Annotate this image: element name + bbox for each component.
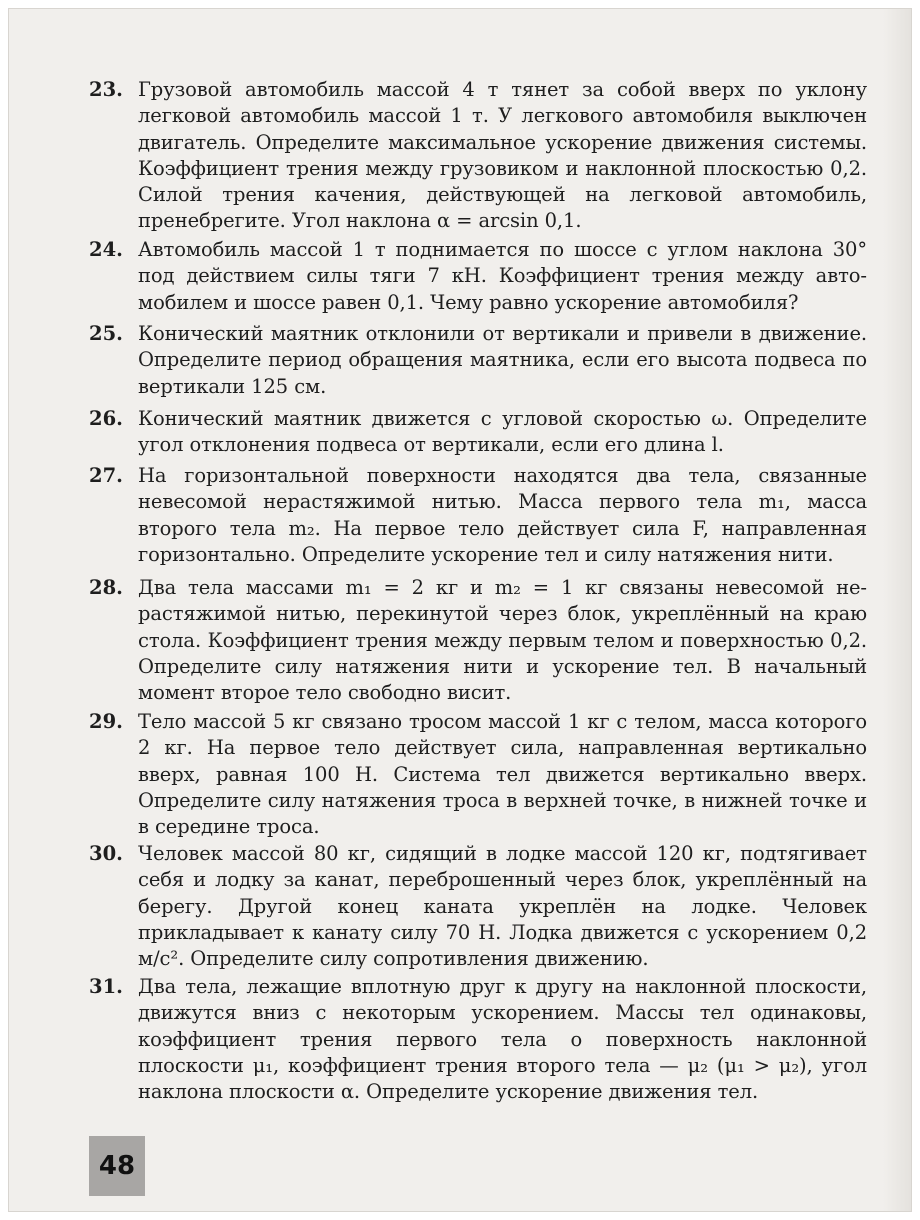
problem-number: 25.	[89, 322, 123, 345]
problem-text: Человек массой 80 кг, сидящий в лодке массой 120 кг, подтягивает себя и лодку за канат, переброшенный через блок, укреплённый на берегу. Другой конец каната укреплён на лодке. Человек прикладывает к канату силу 70 Н. Лодка движется с ускорением 0,2 м/с². Определите силу сопротивления движению.	[138, 842, 867, 971]
problem-text: Конический маятник движется с угловой скоростью ω. Определите угол отклонения подвеса от вертикали, если его длина l.	[138, 407, 867, 457]
problem-23	[89, 77, 867, 235]
problem-26	[89, 406, 867, 459]
problem-text: Тело массой 5 кг связано тросом массой 1 кг с телом, масса которого 2 кг. На первое тело действует сила, направленная вертикально вверх, равная 100 Н. Система тел движется вертикально вверх. Определите силу натяжения троса в верхней точке, в нижней точке и в середине троса.	[138, 710, 867, 839]
problem-number: 26.	[89, 407, 123, 430]
page-edge-shadow	[883, 9, 911, 1211]
problem-number: 28.	[89, 576, 123, 599]
problem-29	[89, 709, 867, 840]
problem-31	[89, 974, 867, 1105]
problem-text: Автомобиль массой 1 т поднимается по шоссе с углом наклона 30° под действием силы тяги 7 кН. Коэффициент трения между автомобилем и шоссе равен 0,1. Чему равно ускорение автомобиля?	[138, 238, 867, 314]
problem-number: 27.	[89, 464, 123, 487]
problem-text: На горизонтальной поверхности находятся два тела, связанные невесомой нерастяжимой нитью. Масса первого тела m₁, масса второго тела m₂. На первое тело действует сила F, направленная горизонтально. Определите ускорение тел и силу натяжения нити.	[138, 464, 867, 566]
problem-28	[89, 575, 867, 706]
problem-30	[89, 841, 867, 972]
page-number: 48	[89, 1136, 145, 1196]
problem-text: Грузовой автомобиль массой 4 т тянет за собой вверх по уклону легковой автомобиль массой 1 т. У легкового автомобиля выключен двигатель. Определите максимальное ускорение движения системы. Коэффициент трения между грузовиком и наклонной плоскостью 0,2. Силой трения качения, действующей на легковой автомобиль, пренебрегите. Угол наклона α = arcsin 0,1.	[138, 78, 867, 233]
problem-number: 23.	[89, 78, 123, 101]
book-page	[8, 8, 912, 1212]
problem-number: 24.	[89, 238, 123, 261]
problem-25	[89, 321, 867, 400]
problem-number: 31.	[89, 975, 123, 998]
problem-27	[89, 463, 867, 568]
problem-text: Два тела массами m₁ = 2 кг и m₂ = 1 кг связаны невесомой нерастяжимой нитью, перекинутой через блок, укреплённый на краю стола. Коэффициент трения между первым телом и поверхностью 0,2. Определите силу натяжения нити и ускорение тел. В начальный момент второе тело свободно висит.	[138, 576, 867, 705]
problem-24	[89, 237, 867, 316]
problem-text: Два тела, лежащие вплотную друг к другу на наклонной плоскости, движутся вниз с некоторым ускорением. Массы тел одинаковы, коэффициент трения первого тела о поверхность наклонной плоскости μ₁, коэффициент трения второго тела — μ₂ (μ₁ > μ₂), угол наклона плоскости α. Определите ускорение движения тел.	[138, 975, 867, 1104]
problem-number: 29.	[89, 710, 123, 733]
problem-text: Конический маятник отклонили от вертикали и привели в движение. Определите период обращения маятника, если его высота подвеса по вертикали 125 см.	[138, 322, 867, 398]
problem-number: 30.	[89, 842, 123, 865]
